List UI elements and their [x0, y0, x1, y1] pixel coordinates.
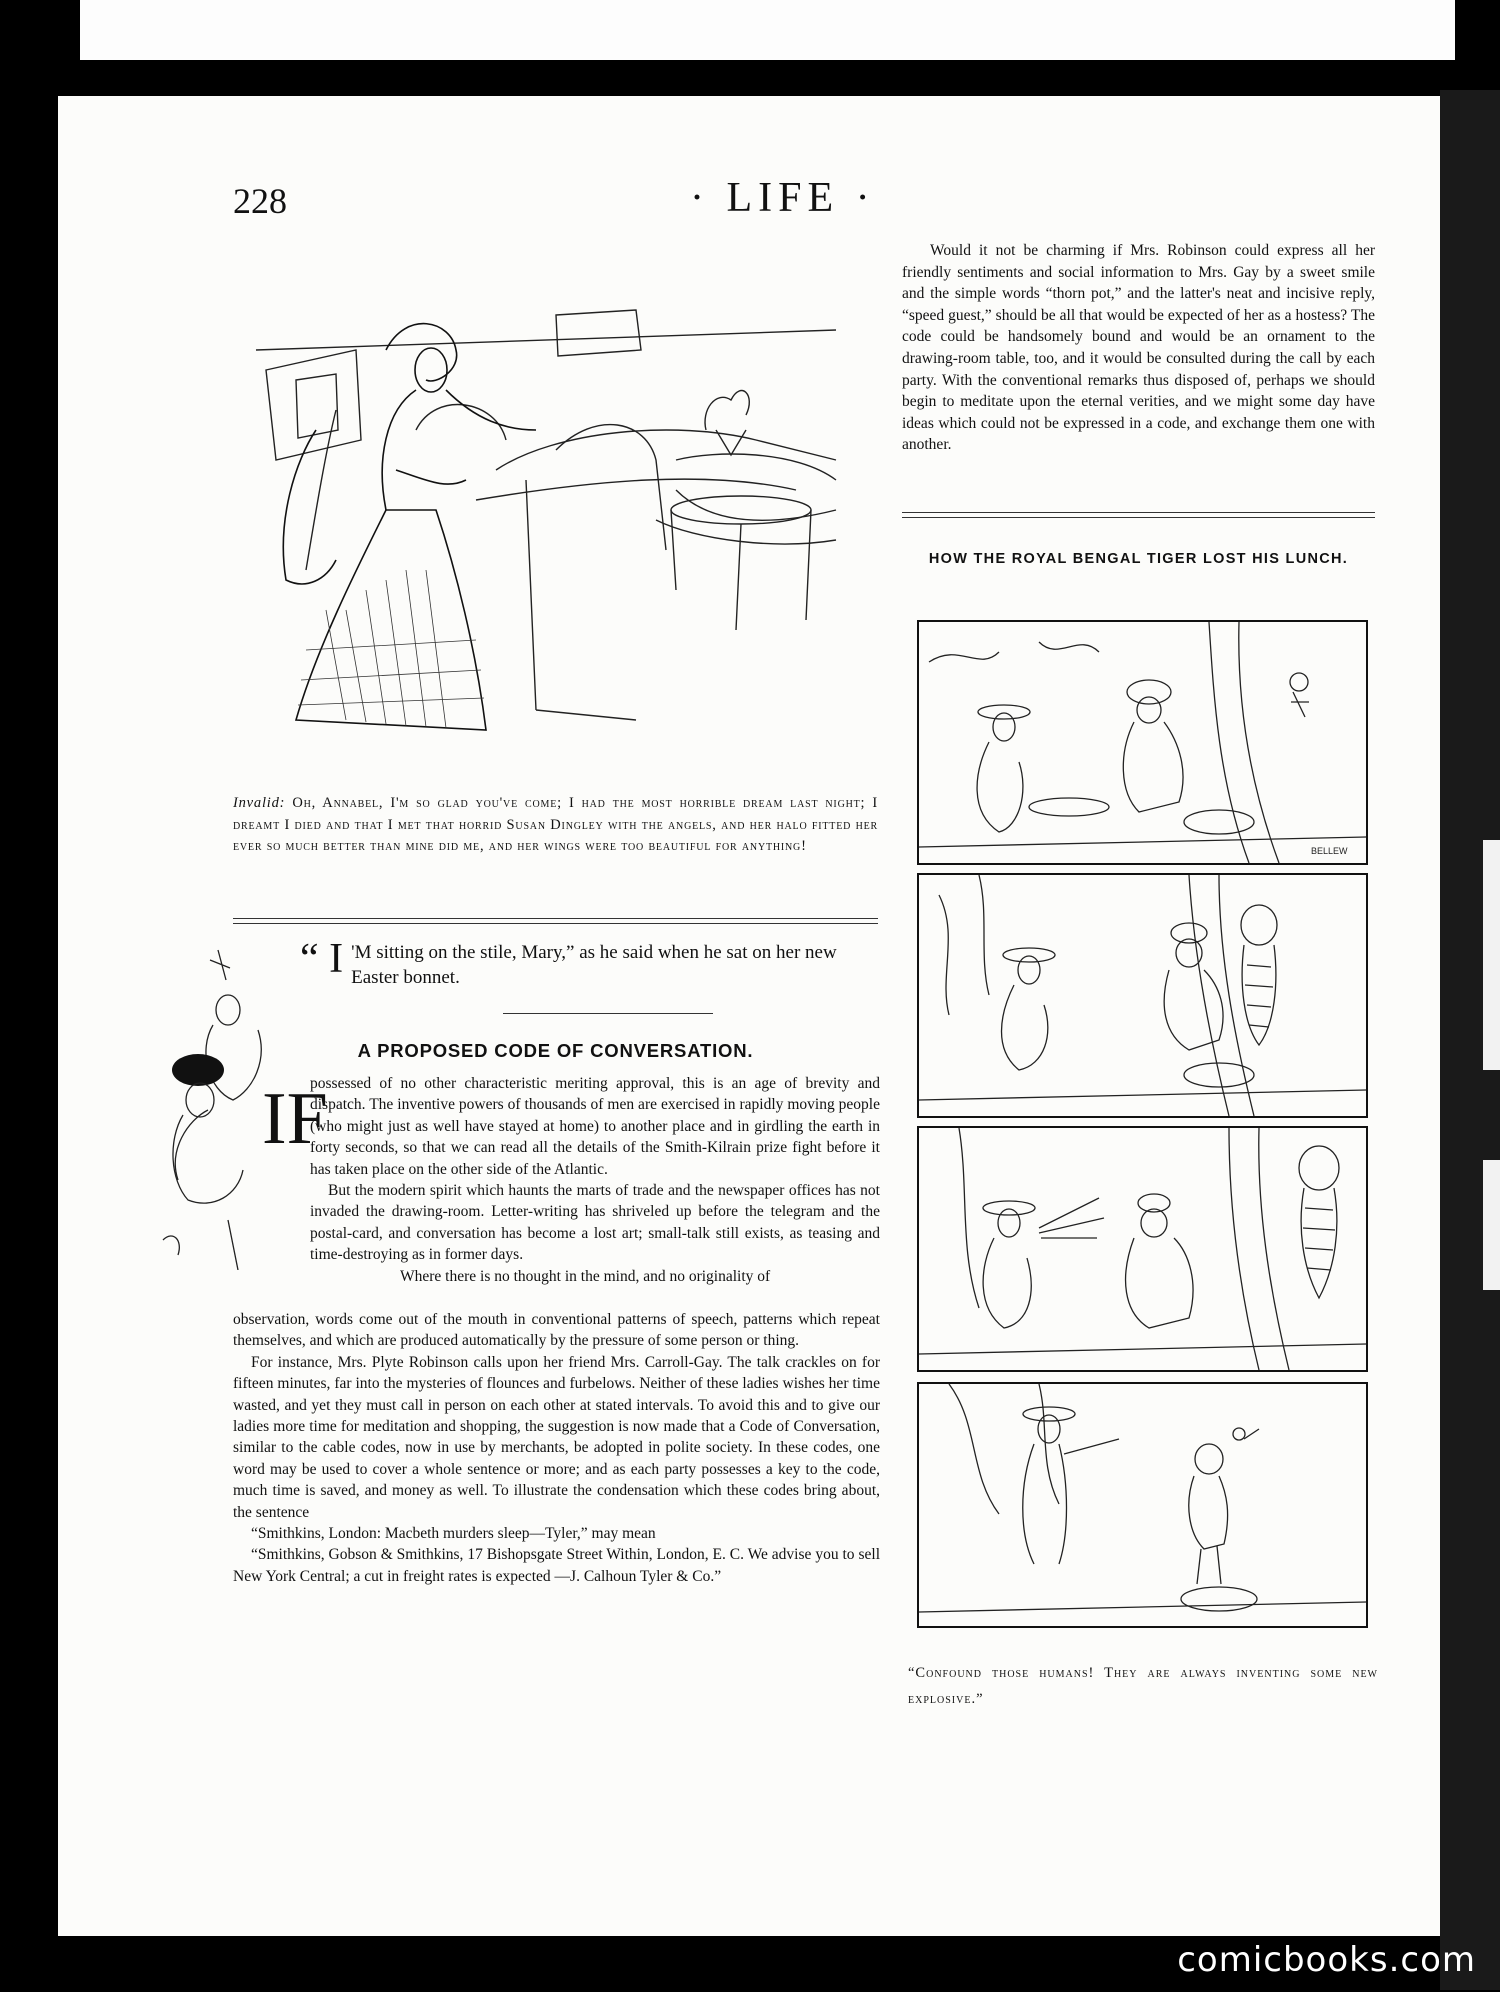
quip [300, 936, 880, 990]
article-paragraph: But the modern spirit which haunts the marts of trade and the newspaper offices has not invaded the drawing-room. Letter-writing has shriveled up before the telegram and the postal-card, and conversation has become a lost art; small-talk still exists, as teasing and time-destroying as in former days. [310, 1182, 880, 1264]
adjacent-page-fragment [1483, 1160, 1500, 1290]
section-divider [233, 918, 878, 924]
article-paragraph: observation, words come out of the mouth in conventional patterns of speech, patterns which repeat themselves, and which are produced automatically by the pressure of some person or thing. [233, 1311, 880, 1350]
article-right-column [902, 240, 1375, 456]
caption-speaker: Invalid: [233, 795, 286, 811]
article-paragraph: Where there is no thought in the mind, and no originality of [400, 1267, 771, 1285]
article-paragraph: “Smithkins, London: Macbeth murders sleep—Tyler,” may mean [251, 1525, 656, 1543]
site-watermark: comicbooks.com [1177, 1940, 1476, 1980]
drop-cap: IF [262, 1078, 328, 1160]
title-rule [503, 1013, 713, 1014]
caption-text: Oh, Annabel, I'm so glad you've come; I had the most horrible dream last night; I dreamt I died and that I met that horrid Susan Dingley with the angels, and her halo fitted her ever so much better than mine did me, and her wings were too beautiful for anything! [233, 795, 879, 854]
illustration-caption [233, 793, 878, 858]
article-paragraph: For instance, Mrs. Plyte Robinson calls upon her friend Mrs. Carroll-Gay. The talk crackles on for fifteen minutes, far into the mysteries of flounces and furbelows. Neither of these ladies wishes her time wasted, and yet they must call in person on each other at stated intervals. To avoid this and to give our ladies more time for meditation and shopping, the suggestion is now made that a Code of Conversation, similar to the cable codes, now in use by merchants, be adopted in polite society. In these codes, one word may be used to cover a whole sentence or more; and as each party possesses a key to the code, much time is saved, and money as well. To illustrate the condensation which these codes bring about, the sentence [233, 1353, 880, 1521]
previous-page-strip [80, 0, 1455, 60]
artist-signature: BELLEW [1311, 846, 1348, 856]
quip-opening: “ I [300, 936, 344, 982]
article-paragraph: possessed of no other characteristic meriting approval, this is an age of brevity and dispatch. The inventive powers of thousands of men are exercised in rapidly moving people (who might just as well have stayed at home) to another place and in girdling the earth in forty seconds, so that we can read all the details of the Smith-Kilrain prize fight before it has taken place on the other side of the Atlantic. [310, 1075, 880, 1178]
comic-panel-4 [917, 1382, 1368, 1628]
article-continuation [233, 1309, 880, 1587]
article-paragraph: Would it not be charming if Mrs. Robinson could express all her friendly sentiments and social information to Mrs. Gay by a sweet smile and the simple words “thorn pot,” and the latter's neat and incisive reply, “speed guest,” should be all that would be expected of her as a hostess? The code could be handsomely bound and would be an ornament to the drawing-room table, too, and it would be consulted during the call by each party. With the conventional remarks thus disposed of, perhaps we should begin to meditate upon the eternal verities, and we might some day have ideas which could not be expressed in a code, and exchange them one with another. [902, 242, 1375, 454]
right-divider [902, 512, 1375, 518]
masthead: · LIFE · [690, 175, 876, 221]
sickroom-illustration [236, 290, 876, 760]
comic-caption: “Confound those humans! They are always inventing some new explosive.” [908, 1665, 1378, 1707]
article-intro [310, 1073, 880, 1287]
page-number: 228 [233, 181, 287, 221]
comic-panel-1 [917, 620, 1368, 865]
article-title: A PROPOSED CODE OF CONVERSATION. [357, 1040, 754, 1061]
comic-panel-3 [917, 1126, 1368, 1372]
article-paragraph: “Smithkins, Gobson & Smithkins, 17 Bishopsgate Street Within, London, E. C. We advise you to sell New York Central; a cut in freight rates is expected —J. Calhoun Tyler & Co.” [233, 1546, 880, 1585]
comic-panel-2 [917, 873, 1368, 1118]
comic-title: HOW THE ROYAL BENGAL TIGER LOST HIS LUNCH. [928, 551, 1349, 567]
adjacent-page-fragment [1483, 840, 1500, 1070]
quip-text: 'M sitting on the stile, Mary,” as he said when he sat on her new Easter bonnet. [351, 942, 837, 988]
